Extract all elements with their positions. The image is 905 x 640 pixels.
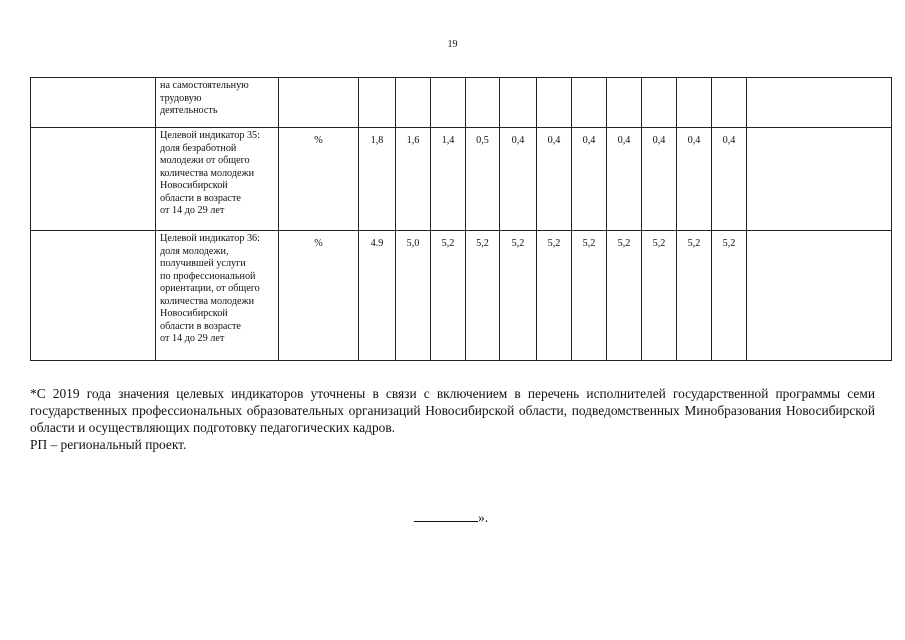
- indicator-name-line: от 14 до 29 лет: [160, 333, 225, 344]
- indicator-name-line: количества молодежи: [160, 295, 255, 307]
- indicator-name-line: по профессиональной: [160, 270, 256, 282]
- indicator-name-line: ориентации, от общего: [160, 283, 260, 294]
- indicator-name-line: области в возрасте: [160, 320, 241, 332]
- value-cell: 0,4: [500, 128, 537, 231]
- signature-line: [414, 509, 478, 522]
- unit-cell: [279, 78, 359, 128]
- indicator-name-line: количества молодежи: [160, 167, 255, 179]
- value-cell: [677, 78, 712, 128]
- closing-mark: [414, 509, 488, 526]
- value-cell: 1,4: [431, 128, 466, 231]
- unit-cell: %: [279, 231, 359, 361]
- value-cell: 5,2: [537, 231, 572, 361]
- value-cell: [712, 78, 747, 128]
- indicator-name-line: молодежи от общего: [160, 155, 250, 166]
- blank-cell: [31, 78, 156, 128]
- value-cell: [642, 78, 677, 128]
- indicator-name-cell: [156, 231, 279, 361]
- blank-cell: [31, 231, 156, 361]
- value-cell: [466, 78, 500, 128]
- indicator-name-line: Новосибирской: [160, 308, 228, 319]
- indicator-name-line: трудовую: [160, 92, 202, 104]
- indicator-name-line: на самостоятельную: [160, 80, 249, 91]
- blank-cell: [31, 128, 156, 231]
- value-cell: 0,4: [607, 128, 642, 231]
- footnotes: [30, 385, 875, 453]
- value-cell: [359, 78, 396, 128]
- value-cell: 0,4: [712, 128, 747, 231]
- indicators-table: [30, 77, 892, 361]
- value-cell: [572, 78, 607, 128]
- value-cell: 5,2: [607, 231, 642, 361]
- value-cell: [431, 78, 466, 128]
- value-cell: 0,5: [466, 128, 500, 231]
- value-cell: [396, 78, 431, 128]
- indicator-name-line: доля молодежи,: [160, 245, 229, 257]
- value-cell: 5,2: [431, 231, 466, 361]
- rp-footnote: РП – региональный проект.: [30, 437, 187, 452]
- value-cell: [500, 78, 537, 128]
- value-cell: [537, 78, 572, 128]
- value-cell: 5,2: [642, 231, 677, 361]
- asterisk-footnote: *С 2019 года значения целевых индикаторов уточнены в связи с включением в перечень исполнителей государственной программы семи государственных профессиональных образовательных организаций Новосибирской области, подведомственных Минобразования Новосибирской области и осуществляющих подготовку педагогических кадров.: [30, 386, 875, 435]
- closing-quote: ».: [478, 510, 489, 525]
- value-cell: 5,2: [500, 231, 537, 361]
- value-cell: 0,4: [572, 128, 607, 231]
- table-row: [31, 128, 892, 231]
- value-cell: 1,6: [396, 128, 431, 231]
- table-row: [31, 231, 892, 361]
- value-cell: 1,8: [359, 128, 396, 231]
- value-cell: 5,0: [396, 231, 431, 361]
- page-number: 19: [447, 39, 458, 50]
- table-row: [31, 78, 892, 128]
- indicator-name-cell: [156, 78, 279, 128]
- indicator-name-line: Новосибирской: [160, 180, 228, 191]
- indicator-name-cell: [156, 128, 279, 231]
- indicator-name-line: доля безработной: [160, 142, 237, 154]
- blank-cell: [747, 128, 892, 231]
- value-cell: 0,4: [677, 128, 712, 231]
- indicator-name-line: получившей услуги: [160, 258, 246, 269]
- value-cell: 5,2: [712, 231, 747, 361]
- blank-cell: [747, 231, 892, 361]
- value-cell: 5,2: [677, 231, 712, 361]
- value-cell: 4.9: [359, 231, 396, 361]
- indicator-name-line: от 14 до 29 лет: [160, 205, 225, 216]
- indicator-name-line: Целевой индикатор 36:: [160, 233, 260, 244]
- indicator-name-line: области в возрасте: [160, 192, 241, 204]
- value-cell: 5,2: [572, 231, 607, 361]
- value-cell: 5,2: [466, 231, 500, 361]
- value-cell: 0,4: [642, 128, 677, 231]
- value-cell: 0,4: [537, 128, 572, 231]
- unit-cell: %: [279, 128, 359, 231]
- indicator-name-line: Целевой индикатор 35:: [160, 130, 260, 141]
- indicator-name-line: деятельность: [160, 105, 218, 116]
- blank-cell: [747, 78, 892, 128]
- value-cell: [607, 78, 642, 128]
